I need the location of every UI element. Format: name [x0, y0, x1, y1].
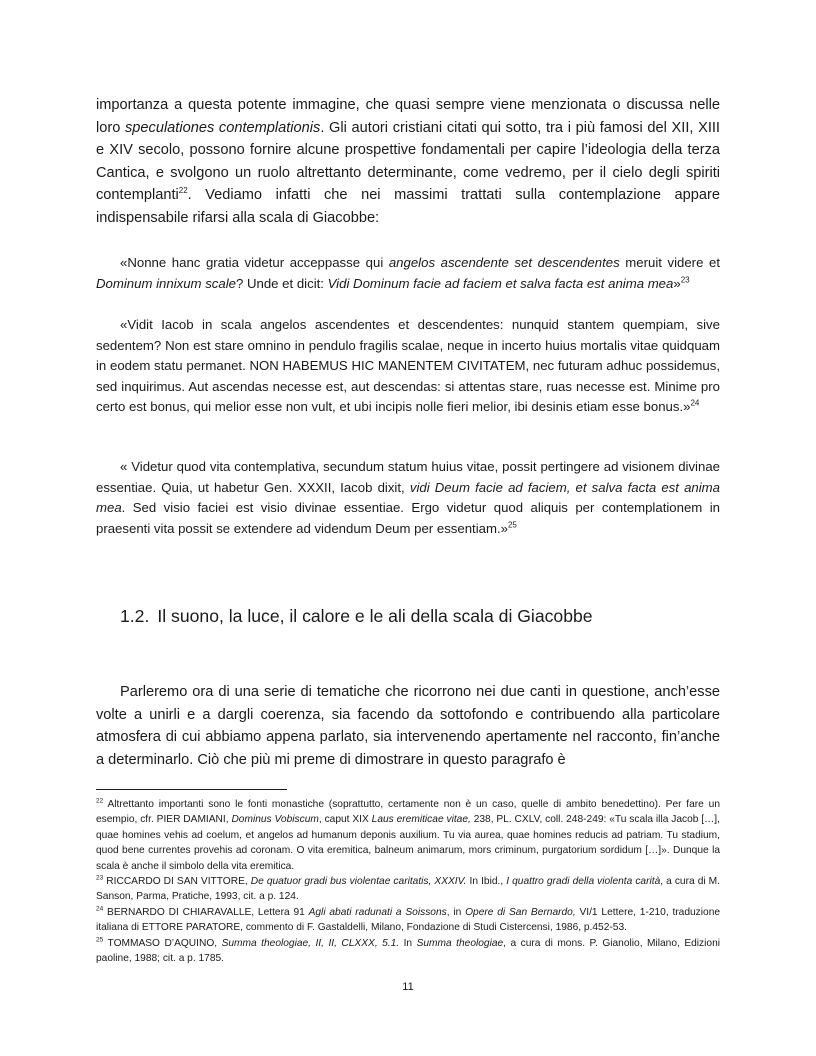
footnote-23-text-b: In Ibid.,	[466, 876, 507, 888]
quote-3	[96, 457, 720, 539]
footnote-24-marker: 24	[96, 905, 104, 913]
footnote-23-marker: 23	[96, 874, 104, 882]
footnote-23-text-c: , a cura di M. Sanson, Parma, Pratiche, 1993, cit. a p. 124.	[96, 876, 720, 903]
quote-3-text-b: . Sed visio faciei est visio divinae essentiae. Ergo videtur quod aliquis per contemplationem in praesenti vita possit se extendere ad videndum Deum per essentiam.»	[96, 500, 720, 536]
footnote-23-text-a: RICCARDO DI SAN VITTORE,	[103, 876, 251, 888]
footnote-25-emphasis-a: Summa theologiae, II, II, CLXXX, 5.1.	[221, 937, 400, 949]
footnote-24	[96, 905, 720, 936]
footnote-22-emphasis-b: Laus eremiticae vitae,	[371, 814, 471, 826]
footnote-22-marker: 22	[96, 797, 104, 805]
footnote-22-text-c: 238, PL. CXLV, coll. 248-249: «Tu scala illa Jacob […], quae homines vehis ad coelum, et angelos ad humanum deponis auxilium. Tu via aurea, quae homines reducis ad patriam. Tu stadium, quod bene currentes provehis ad coronam. O vita eremitica, balneum animarum, mors criminum, purgatorium sordidum […]». Dunque la scala è anche il simbolo della vita eremitica.	[96, 814, 720, 872]
footnote-23	[96, 874, 720, 905]
quote-1-text-b: meruit videre et	[619, 255, 720, 270]
footnote-24-text-a: BERNARDO DI CHIARAVALLE, Lettera 91	[103, 906, 309, 918]
footnote-22-emphasis-a: Dominus Vobiscum	[231, 814, 319, 826]
body-paragraph	[96, 681, 720, 771]
page-number: 11	[402, 981, 414, 993]
footnote-25-text-c: , a cura di mons. P. Gianolio, Milano, Edizioni paoline, 1988; cit. a p. 1785.	[96, 937, 720, 965]
footnote-25	[96, 936, 720, 967]
quote-1	[96, 253, 720, 294]
footnote-25-marker: 25	[96, 936, 104, 944]
footnote-22-text-b: , caput XIX	[318, 814, 372, 826]
footnote-25-text-a: TOMMASO D’AQUINO,	[103, 937, 222, 949]
intro-paragraph	[96, 94, 720, 230]
footnote-24-text-b: , in	[446, 906, 466, 918]
intro-text-2: . Gli autori cristiani citati qui sotto, tra i più famosi del XII, XIII e XIV secolo, possono fornire alcune prospettive fondamentali per capire l’ideologia della terza Cantica, e svolgono un ruolo altrettanto determinante, come vedremo, per il cielo degli spiriti contemplanti	[96, 119, 720, 204]
footnote-separator	[96, 789, 287, 790]
quote-1-emphasis-a: angelos ascendente set descendentes	[388, 255, 620, 270]
footnote-25-emphasis-b: Summa theologiae	[416, 937, 504, 949]
quote-2	[96, 315, 720, 418]
footnote-ref-22[interactable]: 22	[178, 186, 188, 196]
footnote-ref-25[interactable]: 25	[507, 520, 517, 530]
body-text: Parleremo ora di una serie di tematiche che ricorrono nei due canti in questione, anch’esse volte a unirli e a dargli coerenza, sia facendo da sottofondo e contribuendo alla particolare atmosfera di cui abbiamo appena parlato, sia intervenendo apertamente nel racconto, fin’anche a determinarlo. Ciò che più mi preme di dimostrare in questo paragrafo è	[96, 684, 720, 768]
footnote-24-emphasis-b: Opere di San Bernardo,	[465, 906, 576, 918]
quote-3-text-a: « Videtur quod vita contemplativa, secundum statum huius vitae, possit pertingere ad visionem divinae essentiae. Quia, ut habetur Gen. XXXII, Iacob dixit,	[96, 459, 720, 495]
section-heading	[120, 606, 593, 627]
quote-1-text-a: «Nonne hanc gratia videtur acceppasse qui	[120, 255, 389, 270]
footnote-22-text-a: Altrettanto importanti sono le fonti monastiche (soprattutto, certamente non è un caso, quelle di ambito benedettino). Per fare un esempio, cfr. PIER DAMIANI,	[96, 799, 720, 826]
quote-1-emphasis-c: Vidi Dominum facie ad faciem et salva facta est anima mea	[327, 275, 674, 291]
footnote-22	[96, 797, 720, 874]
quote-1-emphasis-b: Dominum innixum scale	[96, 275, 236, 291]
intro-text-1: importanza a questa potente immagine, che quasi sempre viene menzionata o discussa nelle loro	[96, 97, 720, 136]
footnote-24-emphasis-a: Agli abati radunati a Soissons	[308, 906, 447, 918]
intro-text-3: . Vediamo infatti che nei massimi trattati sulla contemplazione appare indispensabile rifarsi alla scala di Giacobbe:	[96, 187, 720, 226]
quote-1-text-c: ? Unde et dicit:	[235, 275, 328, 291]
footnote-25-text-b: In	[399, 937, 417, 949]
quote-3-emphasis: vidi Deum facie ad faciem, et salva facta est anima mea	[96, 479, 720, 516]
footnote-ref-23[interactable]: 23	[680, 275, 690, 285]
intro-emphasis: speculationes contemplationis	[125, 119, 321, 136]
footnote-ref-24[interactable]: 24	[690, 398, 700, 408]
section-number: 1.2.	[120, 606, 150, 626]
quote-2-text: «Vidit Iacob in scala angelos ascendentes et descendentes: nunquid stantem quempiam, sive sedentem? Non est stare omnino in pendulo fragilis scalae, neque in incerto huius mortalis vitae quidquam in eodem statu permanet. NON HABEMUS HIC MANENTEM CIVITATEM, nec futuram adhuc possidemus, sed inquirimus. Aut ascendas necesse est, aut descendas: si attentas stare, ruas necesse est. Minime pro certo est bonus, qui melior esse non vult, et ubi incipis nolle fieri melior, ibi desinis etiam esse bonus.»	[96, 317, 720, 415]
quote-1-text-d: »	[673, 275, 681, 291]
footnote-23-emphasis-b: I quattro gradi della violenta carità	[506, 876, 661, 888]
section-title: Il suono, la luce, il calore e le ali della scala di Giacobbe	[157, 606, 593, 626]
footnotes	[96, 797, 720, 966]
footnote-23-emphasis-a: De quatuor gradi bus violentae caritatis, XXXIV.	[250, 876, 467, 888]
footnote-24-text-c: VI/1 Lettere, 1-210, traduzione italiana di ETTORE PARATORE, commento di F. Gastaldelli, Milano, Fondazione di Studi Cistercensi, 1986, p.452-53.	[96, 906, 721, 934]
